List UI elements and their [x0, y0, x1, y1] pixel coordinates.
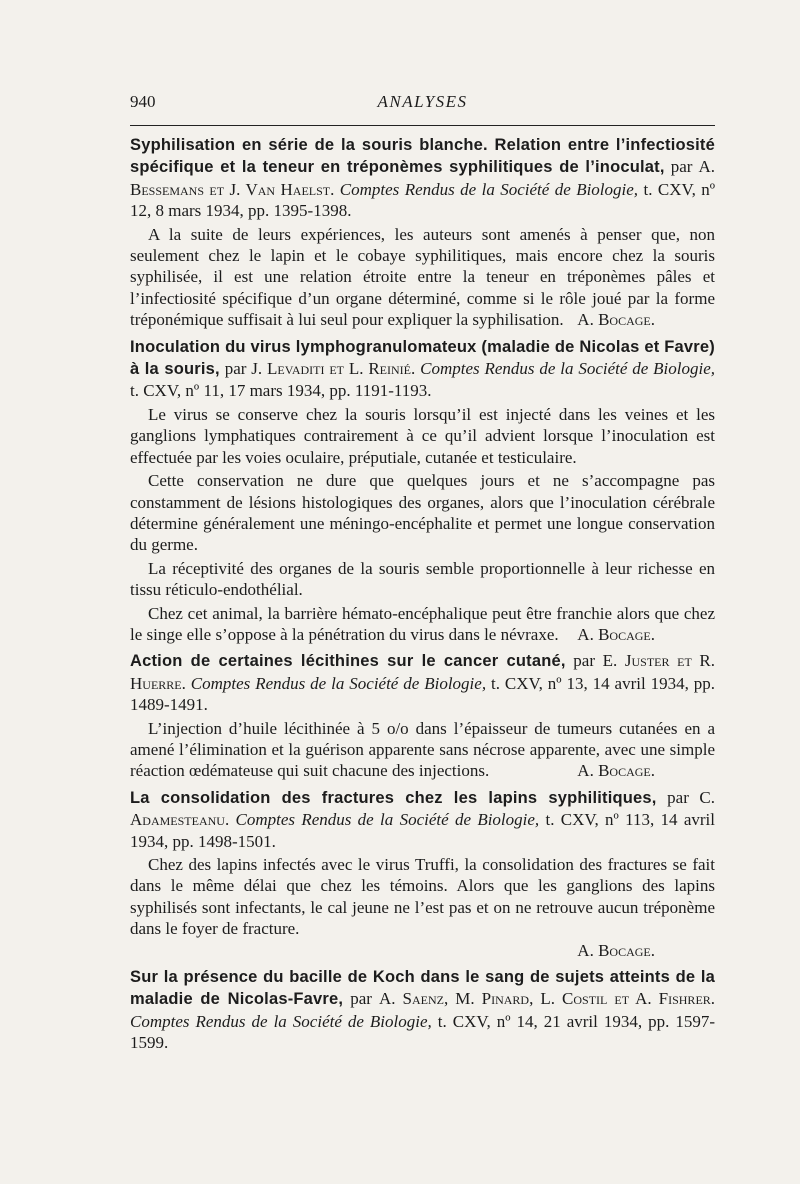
abstract-entry: [130, 650, 715, 781]
signature: A. Bocage.: [577, 310, 655, 330]
abstract-title: Sur la présence du bacille de Koch dans le sang de sujets atteints de la maladie de Nicolas-Favre,: [130, 968, 715, 1009]
authors: A. Bessemans et J. Van Haelst.: [130, 157, 716, 199]
abstract-reference: [130, 787, 715, 852]
abstract-entry: [130, 134, 715, 331]
header-rule: [130, 125, 715, 126]
abstracts-body: [130, 134, 715, 1059]
abstract-title: Syphilisation en série de la souris blanche. Relation entre l’infectiosité spécifique et la teneur en tréponèmes syphilitiques de l’inoculat,: [130, 136, 715, 177]
abstract-title: La consolidation des fractures chez les lapins syphilitiques,: [130, 788, 657, 807]
abstract-title: Inoculation du virus lymphogranulomateux (maladie de Nicolas et Favre) à la souris,: [130, 337, 715, 379]
authors: A. Saenz, M. Pinard, L. Costil et A. Fishrer.: [379, 989, 716, 1009]
authors-prefix: par: [224, 359, 247, 379]
abstract-reference: [130, 966, 715, 1054]
journal-name: Comptes Rendus de la Société de Biologie,: [190, 673, 487, 693]
authors-prefix: par: [350, 989, 372, 1009]
authors: E. Juster et R. Huerre.: [130, 651, 715, 693]
citation: t. CXV, nº 12, 8 mars 1934, pp. 1395-1398.: [130, 179, 716, 221]
abstract-entry: [130, 787, 715, 961]
abstract-reference: [130, 650, 715, 715]
citation: t. CXV, nº 14, 21 avril 1934, pp. 1597-1599.: [130, 1011, 716, 1053]
citation: t. CXV, nº 113, 14 avril 1934, pp. 1498-1501.: [130, 810, 716, 851]
page-number: 940: [130, 92, 156, 111]
abstract-reference: [130, 134, 715, 222]
abstract-paragraph: Chez cet animal, la barrière hémato-encéphalique peut être franchie alors que chez le singe elle s’oppose à la pénétration du virus dans le névraxe. A. Bocage.: [130, 603, 715, 644]
authors: J. Levaditi et L. Reinié.: [251, 359, 416, 379]
authors-prefix: par: [573, 651, 595, 671]
abstract-title: Action de certaines lécithines sur le cancer cutané,: [130, 652, 566, 671]
abstract-reference: [130, 336, 715, 402]
abstract-paragraph: La réceptivité des organes de la souris semble proportionnelle à leur richesse en tissu réticulo-endothélial.: [130, 558, 715, 600]
citation: t. CXV, nº 13, 14 avril 1934, pp. 1489-1491.: [130, 673, 716, 715]
signature: A. Bocage.: [577, 761, 655, 781]
journal-name: Comptes Rendus de la Société de Biologie,: [339, 179, 639, 199]
journal-name: Comptes Rendus de la Société de Biologie,: [130, 1011, 432, 1031]
authors-prefix: par: [670, 157, 693, 177]
signature: A. Bocage.: [577, 940, 655, 960]
running-title: ANALYSES: [377, 92, 468, 111]
authors: C. Adamesteanu.: [130, 787, 716, 830]
abstract-paragraph: Cette conservation ne dure que quelques jours et ne s’accompagne pas constamment de lésions histologiques des organes, alors que l’inoculation cérébrale détermine généralement une méningo-encéphalite et permet une longue conservation du germe.: [130, 471, 715, 555]
abstract-paragraph: Chez des lapins infectés avec le virus Truffi, la consolidation des fractures se fait dans le même délai que chez les témoins. Alors que les ganglions des lapins syphilisés sont infectants, le cal jeune ne l’est pas et on ne retrouve aucun tréponème dans le foyer de fracture.: [130, 855, 715, 939]
abstract-paragraph: Le virus se conserve chez la souris lorsqu’il est injecté dans les veines et les ganglions lymphatiques contrairement à ce qu’il advient lorsque l’inoculation est effectuée par les voies oculaire, préputiale, cutanée et testiculaire.: [130, 404, 715, 467]
authors-prefix: par: [667, 787, 689, 807]
abstract-paragraph: L’injection d’huile lécithinée à 5 o/o dans l’épaisseur de tumeurs cutanées en a amené l’élimination et la guérison apparente sans nécrose apparente, avec une simple réaction œdémateuse qui suit chacune des injections. A. Bocage.: [130, 718, 715, 781]
abstract-paragraph: A la suite de leurs expériences, les auteurs sont amenés à penser que, non seulement chez le lapin et le cobaye syphilitiques, mais encore chez la souris syphilisée, il est une relation étroite entre la teneur en tréponèmes pâles et l’infectiosité spécifique d’un organe déterminé, comme si le rôle joué par la forme tréponémique suffisait à lui seul pour expliquer la syphilisation. A. Bocage.: [130, 224, 715, 330]
abstract-entry: [130, 966, 715, 1054]
journal-name: Comptes Rendus de la Société de Biologie,: [420, 359, 716, 379]
journal-name: Comptes Rendus de la Société de Biologie,: [235, 810, 540, 830]
signature: A. Bocage.: [577, 624, 655, 644]
citation: t. CXV, nº 11, 17 mars 1934, pp. 1191-1193.: [130, 381, 432, 401]
abstract-entry: [130, 336, 715, 646]
page-header: [130, 92, 715, 118]
